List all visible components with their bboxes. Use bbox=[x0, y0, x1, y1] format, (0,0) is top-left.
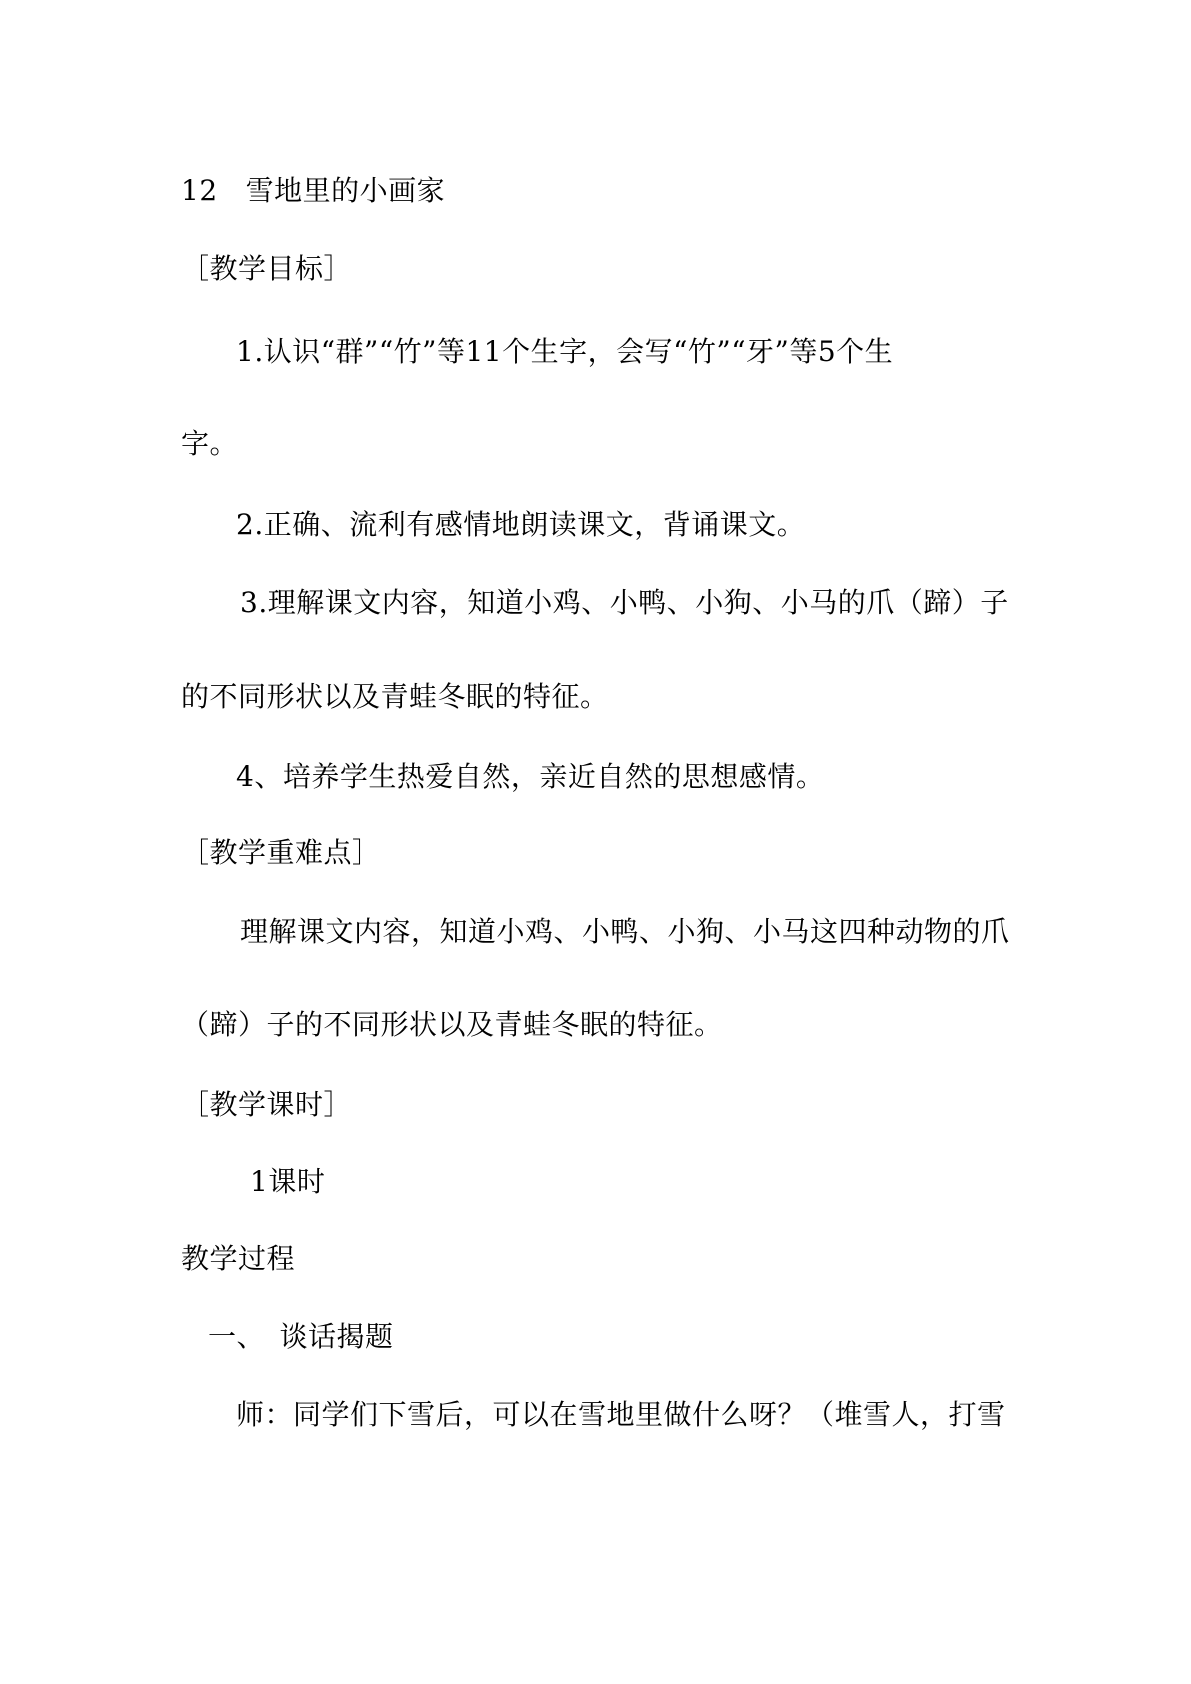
key-points-line-1: 理解课文内容，知道小鸡、小鸭、小狗、小马这四种动物的爪 bbox=[240, 915, 1010, 948]
document-title bbox=[181, 174, 445, 208]
goals-heading: ［教学目标］ bbox=[181, 252, 353, 285]
goal-4: 4、培养学生热爱自然，亲近自然的思想感情。 bbox=[236, 760, 825, 793]
key-points-heading: ［教学重难点］ bbox=[181, 836, 381, 869]
class-hours-heading: ［教学课时］ bbox=[181, 1088, 353, 1121]
class-hours-value: 1课时 bbox=[250, 1165, 326, 1198]
step-1-heading: 一、 谈话揭题 bbox=[208, 1320, 394, 1353]
key-points-line-2: （蹄）子的不同形状以及青蛙冬眠的特征。 bbox=[181, 1008, 723, 1041]
goal-1-line-1: 1.认识“群”“竹”等11个生字，会写“竹”“牙”等5个生 bbox=[236, 335, 894, 368]
lesson-title: 雪地里的小画家 bbox=[245, 174, 446, 207]
goal-3-line-1: 3.理解课文内容，知道小鸡、小鸭、小狗、小马的爪（蹄）子 bbox=[240, 586, 1009, 619]
goal-1-line-2: 字。 bbox=[181, 427, 239, 460]
goal-3-line-2: 的不同形状以及青蛙冬眠的特征。 bbox=[181, 680, 609, 713]
goal-2: 2.正确、流利有感情地朗读课文，背诵课文。 bbox=[236, 508, 806, 541]
step-1-text: 师：同学们下雪后，可以在雪地里做什么呀？（堆雪人，打雪 bbox=[236, 1398, 1006, 1431]
lesson-number: 12 bbox=[181, 174, 218, 207]
process-heading: 教学过程 bbox=[181, 1242, 296, 1275]
